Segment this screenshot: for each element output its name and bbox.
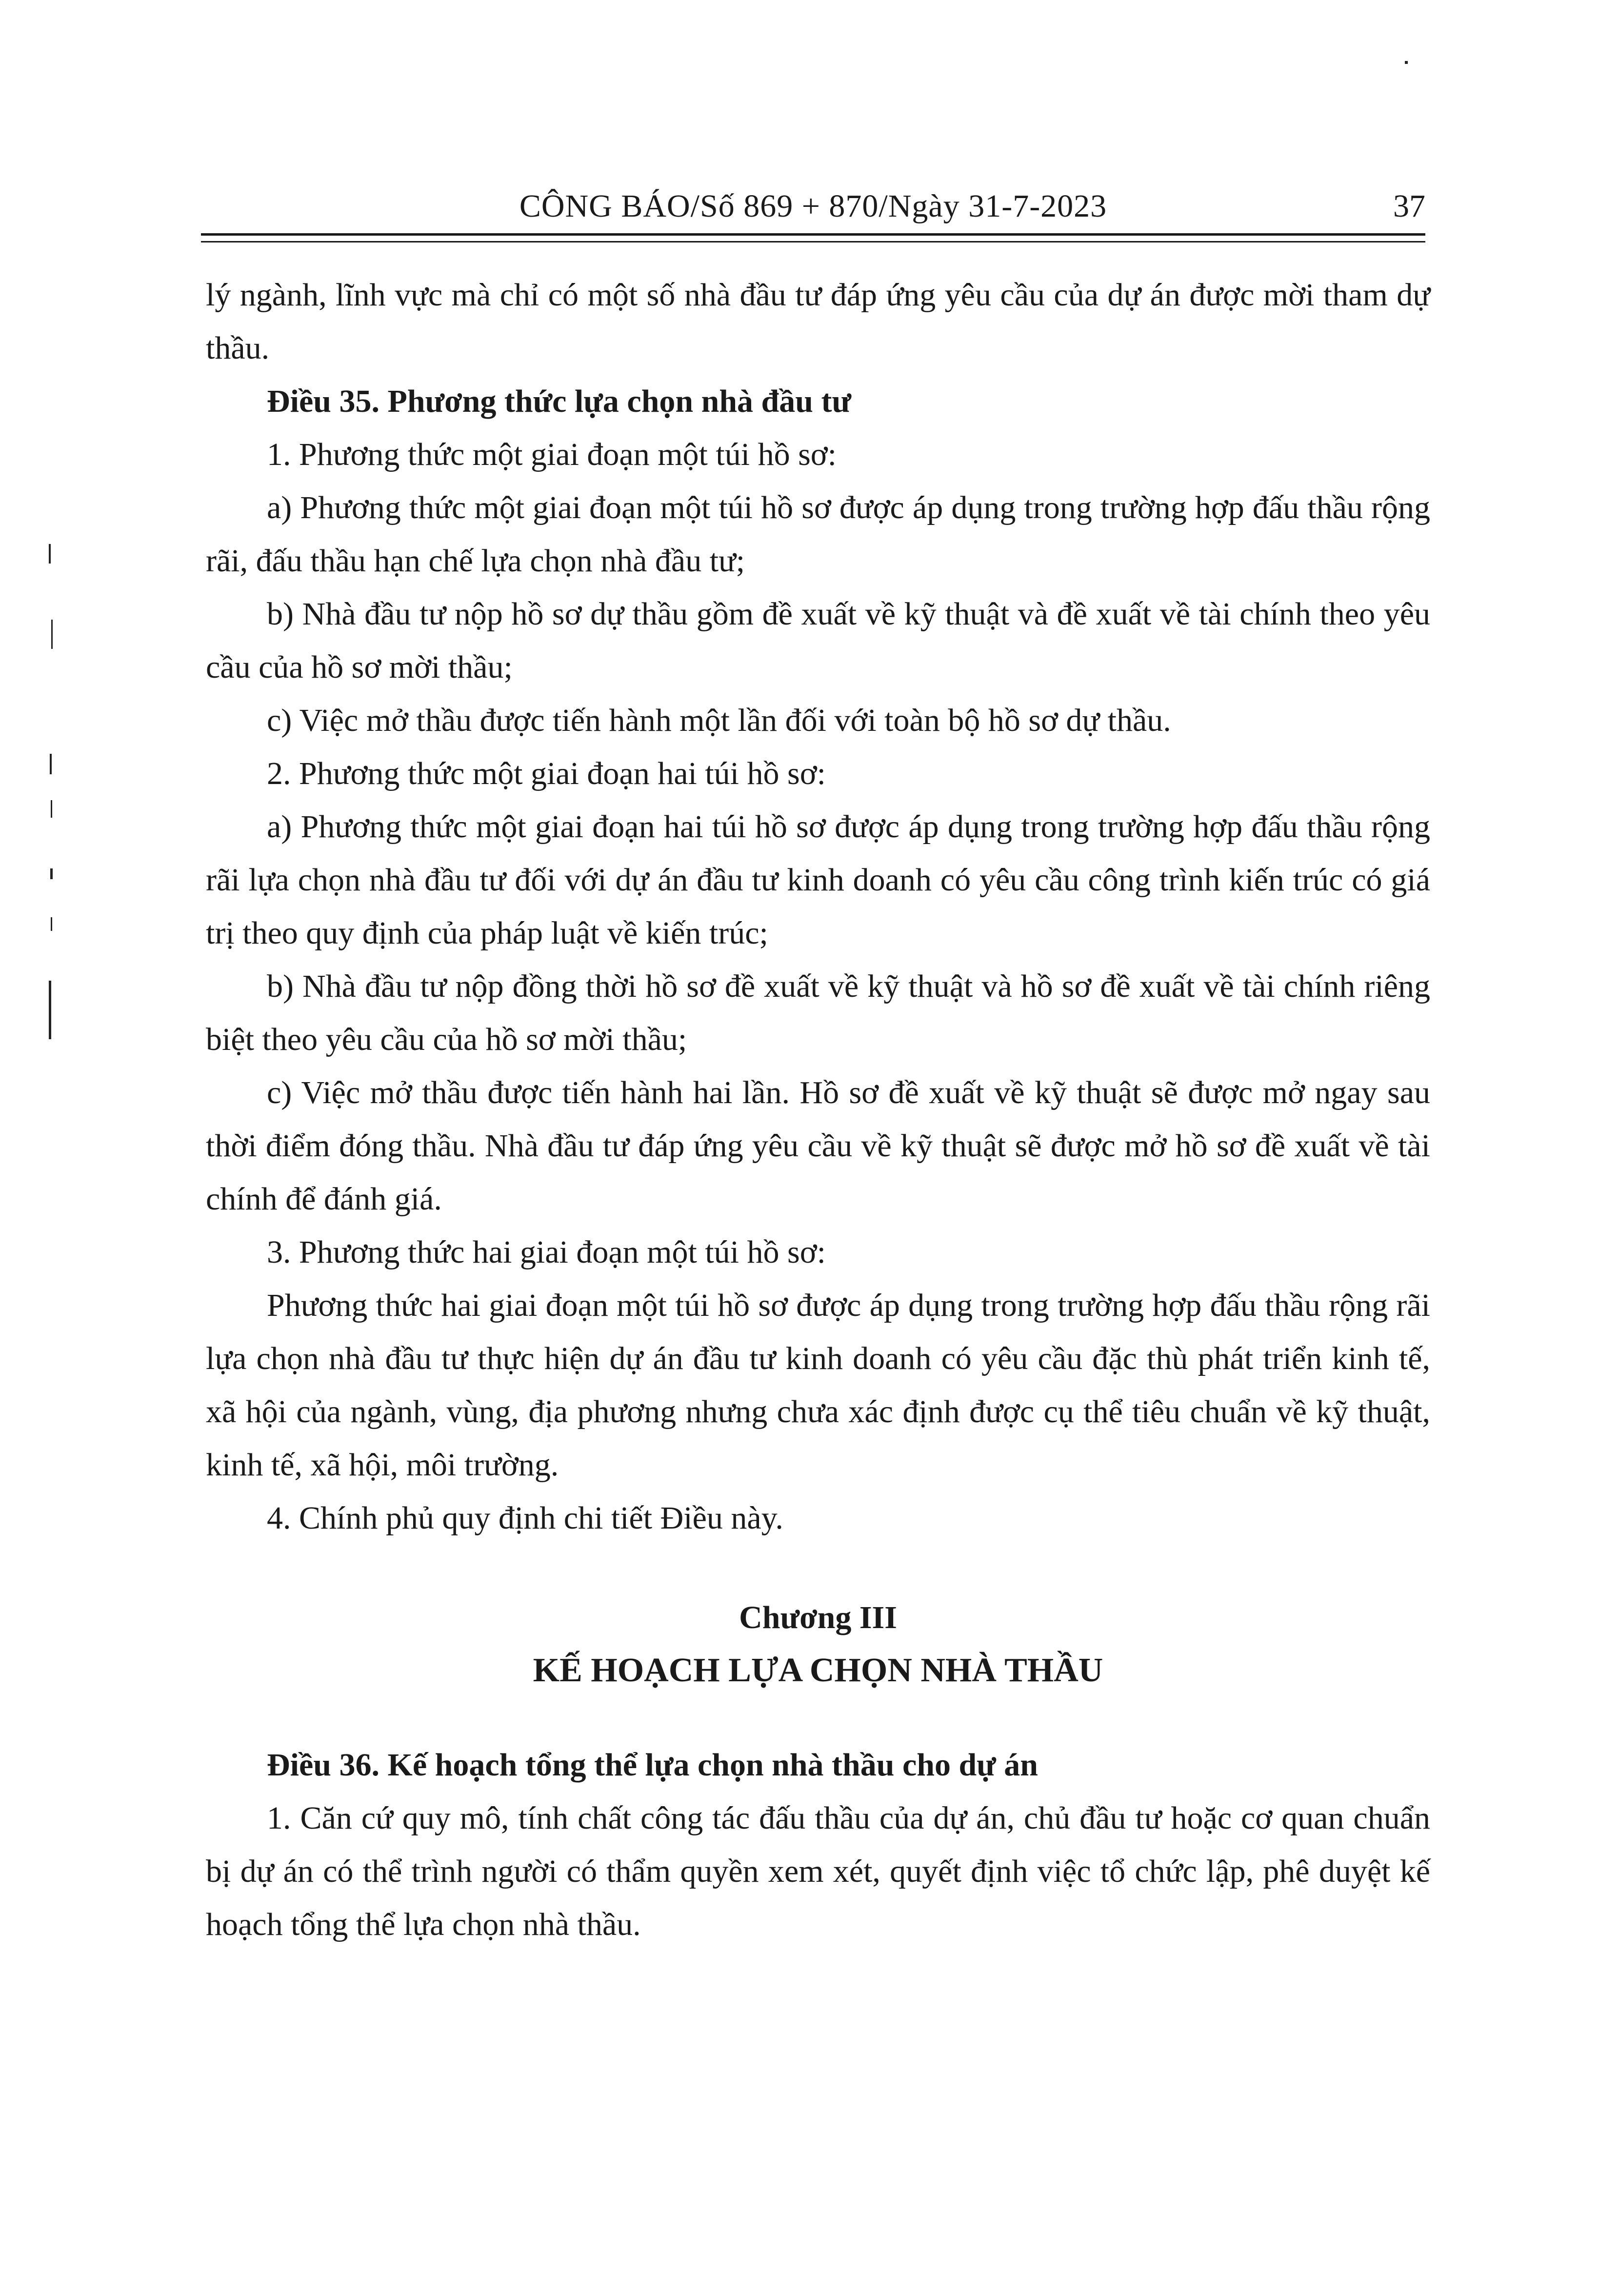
point-35-1-b: b) Nhà đầu tư nộp hồ sơ dự thầu gồm đề xuất về kỹ thuật và đề xuất về tài chính theo yêu cầu của hồ sơ mời thầu; xyxy=(206,596,1430,685)
clause-36-1: 1. Căn cứ quy mô, tính chất công tác đấu thầu của dự án, chủ đầu tư hoặc cơ quan chuẩn bị dự án có thể trình người có thẩm quyền xem xét, quyết định việc tổ chức lập, phê duyệt kế hoạch tổng thể lựa chọn nhà thầu. xyxy=(206,1800,1430,1942)
clause-35-1: 1. Phương thức một giai đoạn một túi hồ sơ: xyxy=(267,437,837,472)
scan-mark xyxy=(1405,61,1408,64)
clause-35-2: 2. Phương thức một giai đoạn hai túi hồ sơ: xyxy=(267,756,826,791)
chapter-title: KẾ HOẠCH LỰA CHỌN NHÀ THẦU xyxy=(533,1652,1103,1689)
point-35-2-b: b) Nhà đầu tư nộp đồng thời hồ sơ đề xuất về kỹ thuật và hồ sơ đề xuất về tài chính riêng biệt theo yêu cầu của hồ sơ mời thầu; xyxy=(206,968,1430,1057)
clause-35-4: 4. Chính phủ quy định chi tiết Điều này. xyxy=(267,1500,783,1536)
page-number: 37 xyxy=(1393,188,1425,224)
point-35-2-a: a) Phương thức một giai đoạn hai túi hồ sơ được áp dụng trong trường hợp đấu thầu rộng rãi lựa chọn nhà đầu tư đối với dự án đầu tư kinh doanh có yêu cầu công trình kiến trúc có giá trị theo quy định của pháp luật về kiến trúc; xyxy=(206,809,1430,951)
article-36-heading: Điều 36. Kế hoạch tổng thể lựa chọn nhà thầu cho dự án xyxy=(267,1747,1038,1783)
scan-mark xyxy=(51,620,53,649)
header-rule-thick xyxy=(201,233,1425,236)
chapter-label: Chương III xyxy=(739,1600,897,1635)
point-35-2-c: c) Việc mở thầu được tiến hành hai lần. Hồ sơ đề xuất về kỹ thuật sẽ được mở ngay sau thời điểm đóng thầu. Nhà đầu tư đáp ứng yêu cầu về kỹ thuật sẽ được mở hồ sơ đề xuất về tài chính để đánh giá. xyxy=(206,1075,1430,1217)
article-35-heading: Điều 35. Phương thức lựa chọn nhà đầu tư xyxy=(267,383,852,419)
scan-mark xyxy=(49,981,51,1039)
clause-35-3: 3. Phương thức hai giai đoạn một túi hồ sơ: xyxy=(267,1234,826,1270)
scan-mark xyxy=(51,800,52,818)
paragraph-continuation: lý ngành, lĩnh vực mà chỉ có một số nhà đầu tư đáp ứng yêu cầu của dự án được mời tham dự thầu. xyxy=(206,277,1430,366)
scan-mark xyxy=(50,754,52,774)
clause-35-3-text: Phương thức hai giai đoạn một túi hồ sơ được áp dụng trong trường hợp đấu thầu rộng rãi lựa chọn nhà đầu tư thực hiện dự án đầu tư kinh doanh có yêu cầu đặc thù phát triển kinh tế, xã hội của ngành, vùng, địa phương nhưng chưa xác định được cụ thể tiêu chuẩn về kỹ thuật, kinh tế, xã hội, môi trường. xyxy=(206,1288,1430,1483)
point-35-1-a: a) Phương thức một giai đoạn một túi hồ sơ được áp dụng trong trường hợp đấu thầu rộng rãi, đấu thầu hạn chế lựa chọn nhà đầu tư; xyxy=(206,490,1430,579)
header-rule-thin xyxy=(201,241,1425,242)
document-body xyxy=(206,268,1430,1951)
gazette-title: CÔNG BÁO/Số 869 + 870/Ngày 31-7-2023 xyxy=(519,188,1107,224)
scan-mark xyxy=(50,868,53,879)
scan-mark xyxy=(49,544,51,564)
scan-mark xyxy=(51,917,52,931)
point-35-1-c: c) Việc mở thầu được tiến hành một lần đối với toàn bộ hồ sơ dự thầu. xyxy=(267,703,1171,738)
